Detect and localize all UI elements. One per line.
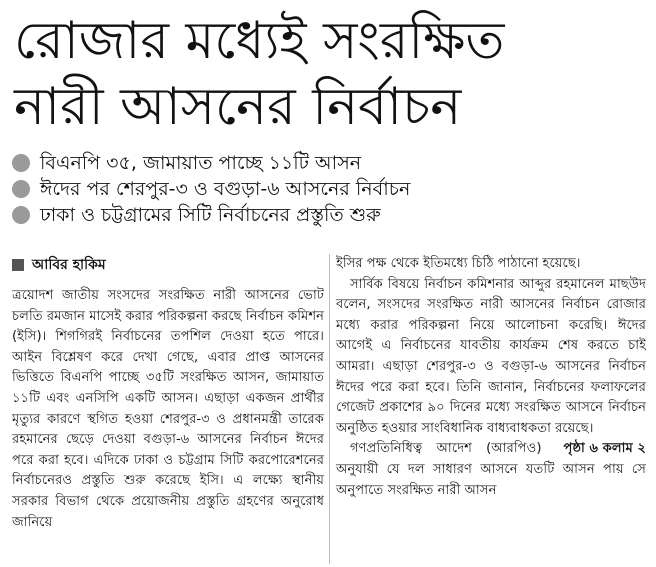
- byline-square-icon: [12, 259, 24, 271]
- bullet-dot-icon: [12, 206, 30, 224]
- article-paragraph-text: গণপ্রতিনিধিত্ব আদেশ (আরপিও) অনুযায়ী যে দল সাধারণ আসনে যতটি আসন পায় সে অনুপাতে সংরক্ষিত নারী আসন: [336, 441, 646, 498]
- column-divider: [329, 254, 330, 564]
- article-column-right: [336, 254, 646, 501]
- bullet-dot-icon: [12, 180, 30, 198]
- continued-page-reference: পৃষ্ঠা ৬ কলাম ২: [563, 441, 646, 457]
- subheadline-bullets: [12, 150, 648, 228]
- bullet-item: [12, 150, 648, 176]
- article-paragraph: ত্রয়োদশ জাতীয় সংসদের সংরক্ষিত নারী আসনের ভোট চলতি রমজান মাসেই করার পরিকল্পনা করছে নির্বাচন কমিশন (ইসি)। শিগগিরই নির্বাচনের তপশিল দেওয়া হতে পারে। আইন বিশ্লেষণ করে দেখা গেছে, এবার প্রাপ্ত আসনের ভিত্তিতে বিএনপি পাচ্ছে ৩৫টি সংরক্ষিত আসন, জামায়াত ১১টি এবং এনসিপি একটি আসন। এছাড়া একজন প্রার্থীর মৃত্যুর কারণে স্থগিত হওয়া শেরপুর-৩ ও প্রধানমন্ত্রী তারেক রহমানের ছেড়ে দেওয়া বগুড়া-৬ আসনের নির্বাচন ঈদের পরে করা হবে। এদিকে ঢাকা ও চট্টগ্রাম সিটি করপোরেশনের নির্বাচনেরও প্রস্তুতি শুরু করেছে ইসি। এ লক্ষ্যে স্থানীয় সরকার বিভাগ থেকে প্রয়োজনীয় প্রস্তুতি গ্রহণের অনুরোধ জানিয়ে: [12, 288, 324, 530]
- article-body: [12, 254, 646, 564]
- byline-author: আবির হাকিম: [32, 256, 106, 273]
- article-paragraph: [336, 439, 646, 501]
- article-column-left: [12, 254, 324, 533]
- bullet-item: [12, 176, 648, 202]
- bullet-text: বিএনপি ৩৫, জামায়াত পাচ্ছে ১১টি আসন: [40, 152, 362, 174]
- byline: [12, 254, 324, 276]
- headline-line-1: রোজার মধ্যেই সংরক্ষিত: [14, 11, 505, 71]
- headline: [14, 8, 644, 140]
- article-paragraph: সার্বিক বিষয়ে নির্বাচন কমিশনার আব্দুর রহমানেল মাছউদ বলেন, সংসদের সংরক্ষিত নারী আসনের নির্বাচন রোজার মধ্যে করার পরিকল্পনা নিয়ে আলোচনা করেছি। ঈদের আগেই এ নির্বাচনের যাবতীয় কার্যক্রম শেষ করতে চাই আমরা। এছাড়া শেরপুর-৩ ও বগুড়া-৬ আসনের নির্বাচন ঈদের পরে করা হবে। তিনি জানান, নির্বাচনের ফলাফলের গেজেট প্রকাশের ৯০ দিনের মধ্যে সংরক্ষিত আসনে নির্বাচন অনুষ্ঠিত হওয়ার সাংবিধানিক বাধ্যবাধকতা রয়েছে।: [336, 276, 646, 436]
- bullet-dot-icon: [12, 154, 30, 172]
- bullet-text: ঈদের পর শেরপুর-৩ ও বগুড়া-৬ আসনের নির্বাচন: [40, 178, 411, 200]
- headline-line-2: নারী আসনের নির্বাচন: [14, 77, 462, 137]
- article-paragraph: ইসির পক্ষ থেকে ইতিমধ্যে চিঠি পাঠানো হয়েছে।: [336, 256, 581, 271]
- bullet-item: [12, 202, 648, 228]
- bullet-text: ঢাকা ও চট্টগ্রামের সিটি নির্বাচনের প্রস্তুতি শুরু: [40, 204, 381, 226]
